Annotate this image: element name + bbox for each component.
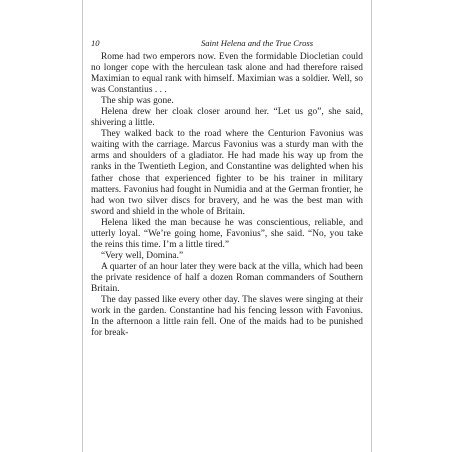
page-header [91,38,363,50]
page-number: 10 [91,38,100,48]
paragraph: They walked back to the road where the Centurion Favonius was waiting with the carriage. Marcus Favonius was a sturdy man with the arms and shoulders of a gladiator. He had made his way up from the ranks in the Twentieth Legion, and Constantine was delighted when his father chose that experienced fighter to be his trainer in military matters. Favonius had fought in Numidia and at the German frontier, he had won two silver discs for bravery, and he was the best man with sword and shield in the whole of Britain. [91,129,363,217]
paragraph: “Very well, Domina.” [101,250,184,261]
paragraph: The day passed like every other day. The slaves were singing at their work in the garden. Constantine had his fencing lesson with Favonius. In the afternoon a little rain fell. One of the maids had to be punished for break- [91,295,363,339]
body-text [91,52,363,339]
paragraph: Rome had two emperors now. Even the formidable Diocletian could no longer cope with the herculean task alone and had therefore raised Maximian to equal rank with himself. Maximian was a soldier. Well, so was Constantius . . . [91,52,363,96]
paragraph: A quarter of an hour later they were back at the villa, which had been the private residence of half a dozen Roman commanders of Southern Britain. [91,261,363,294]
book-page [82,0,372,452]
paragraph: The ship was gone. [101,96,174,107]
paragraph: Helena liked the man because he was conscientious, reliable, and utterly loyal. “We’re going home, Favonius”, she said. “No, you take the reins this time. I’m a little tired.” [91,217,363,250]
running-title: Saint Helena and the True Cross [200,38,314,48]
paragraph: Helena drew her cloak closer around her. “Let us go”, she said, shivering a little. [91,107,363,129]
